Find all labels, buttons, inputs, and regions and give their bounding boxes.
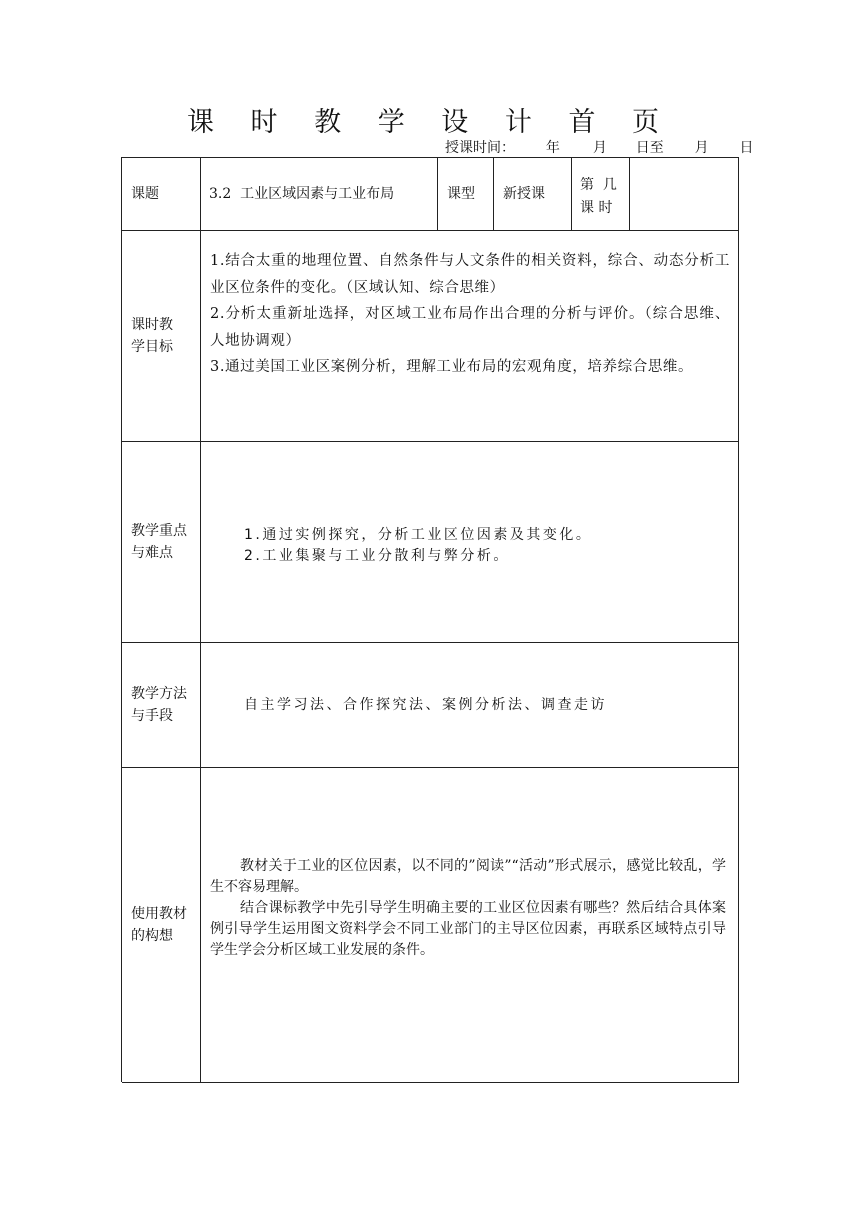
keypoints-label-line1: 教学重点 xyxy=(131,523,187,539)
materials-label-line2: 的构想 xyxy=(131,928,173,944)
type-value: 新授课 xyxy=(503,186,545,202)
topic-label-cell xyxy=(122,158,201,231)
objectives-label-cell xyxy=(122,231,201,442)
month-label-2: 月 xyxy=(694,140,709,156)
lesson-time-line xyxy=(445,137,754,157)
objectives-label-line2: 学目标 xyxy=(131,339,173,355)
materials-content-cell xyxy=(201,768,739,1083)
keypoint-item: 1.通过实例探究，分析工业区位因素及其变化。 xyxy=(244,527,593,543)
type-label: 课型 xyxy=(447,186,475,202)
keypoint-item: 2.工业集聚与工业分散利与弊分析。 xyxy=(244,548,510,564)
lesson-plan-table xyxy=(121,157,739,1082)
methods-label-line2: 与手段 xyxy=(131,708,173,724)
methods-label-cell xyxy=(122,643,201,768)
page-title: 课 时 教 学 设 计 首 页 xyxy=(186,107,674,138)
objectives-content-cell xyxy=(201,231,739,442)
lesson-time-label: 授课时间： xyxy=(445,140,515,156)
month-label-1: 月 xyxy=(592,140,607,156)
materials-label-line1: 使用教材 xyxy=(131,906,187,922)
materials-label-cell xyxy=(122,768,201,1083)
topic-label: 课题 xyxy=(131,186,159,202)
topic-value: 3.2 工业区域因素与工业布局 xyxy=(209,186,395,202)
objective-item: 2.分析太重新址选择，对区域工业布局作出合理的分析与评价。（综合思维、人地协调观） xyxy=(210,306,730,349)
keypoints-label-line2: 与难点 xyxy=(131,545,173,561)
day-to-label: 日至 xyxy=(635,140,664,156)
year-label: 年 xyxy=(545,140,560,156)
objective-item: 1.结合太重的地理位置、自然条件与人文条件的相关资料，综合、动态分析工业区位条件的变化。（区域认知、综合思维） xyxy=(210,253,730,296)
topic-value-cell xyxy=(201,158,438,231)
methods-value: 自主学习法、合作探究法、案例分析法、调查走访 xyxy=(244,696,607,713)
period-value-cell xyxy=(630,158,739,231)
period-label-cell xyxy=(572,158,630,231)
objective-item: 3.通过美国工业区案例分析，理解工业布局的宏观角度，培养综合思维。 xyxy=(210,359,694,375)
keypoints-label-cell xyxy=(122,442,201,643)
materials-paragraph: 结合课标教学中先引导学生明确主要的工业区位因素有哪些？然后结合具体案例引导学生运用图文资料学会不同工业部门的主导区位因素，再联系区域特点引导学生学会分析区域工业发展的条件。 xyxy=(210,900,726,958)
materials-paragraph: 教材关于工业的区位因素，以不同的”阅读”“活动”形式展示，感觉比较乱，学生不容易理解。 xyxy=(210,858,726,895)
methods-label-line1: 教学方法 xyxy=(131,686,187,702)
type-value-cell xyxy=(494,158,572,231)
methods-content-cell xyxy=(201,643,739,768)
day-label: 日 xyxy=(739,140,754,156)
keypoints-content-cell xyxy=(201,442,739,643)
objectives-label-line1: 课时教 xyxy=(131,317,173,333)
period-label-line1: 第 几 xyxy=(580,177,617,193)
period-label-line2: 课 时 xyxy=(580,200,613,216)
type-label-cell xyxy=(438,158,494,231)
